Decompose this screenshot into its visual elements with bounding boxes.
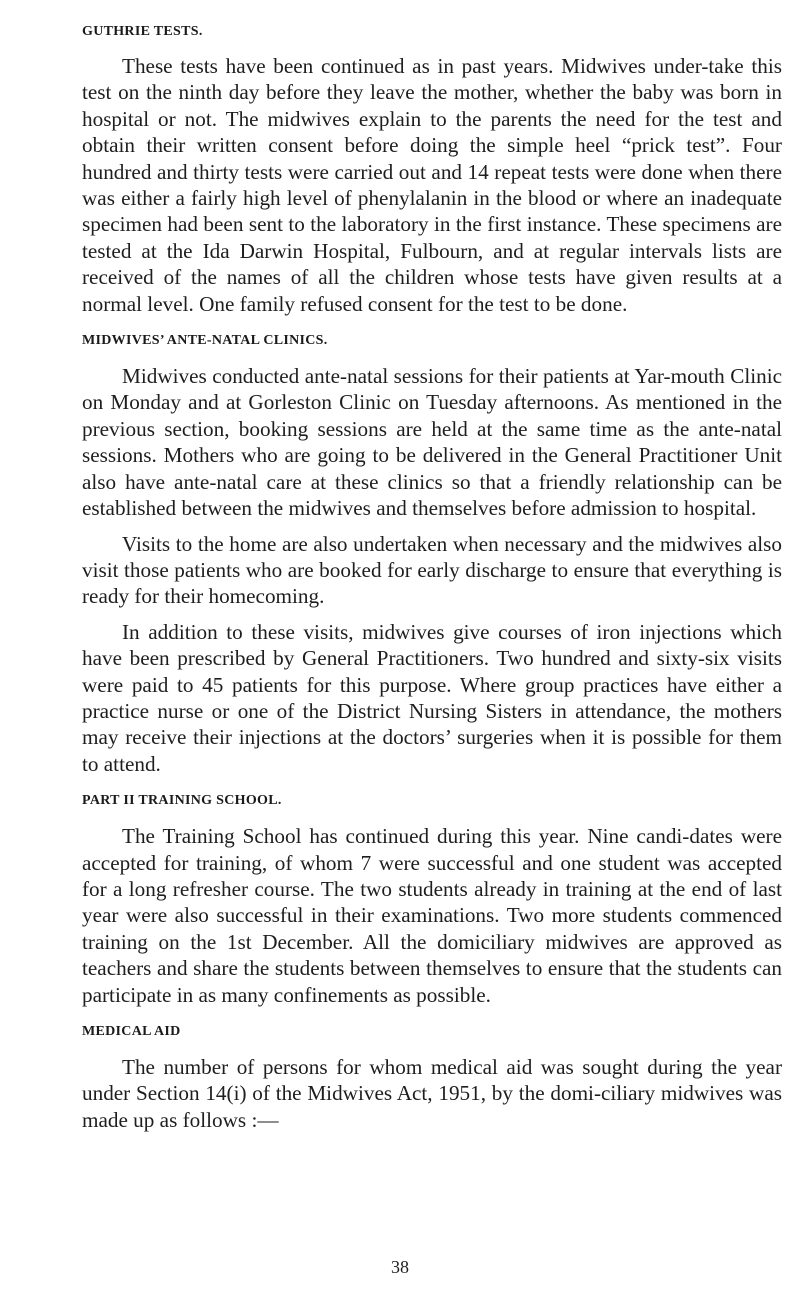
section-heading: PART II TRAINING SCHOOL. xyxy=(82,793,282,809)
paragraph: Midwives conducted ante-natal sessions for their patients at Yar-mouth Clinic on Monday and at Gorleston Clinic on Tuesday afternoons. As mentioned in the previous section, booking sessions are held at the same time as the ante-natal sessions. Mothers who are going to be delivered in the General Practitioner Unit also have ante-natal care at these clinics so that a friendly relationship can be established between the midwives and themselves before admission to hospital. xyxy=(82,364,782,521)
paragraph: In addition to these visits, midwives give courses of iron injections which have been prescribed by General Practitioners. Two hundred and sixty-six visits were paid to 45 patients for this purpose. Where group practices have either a practice nurse or one of the District Nursing Sisters in attendance, the mothers may receive their injections at the doctors’ surgeries when it is possible for them to attend. xyxy=(82,619,782,776)
section-guthrie-tests xyxy=(82,22,782,317)
section-heading: MIDWIVES’ ANTE-NATAL CLINICS. xyxy=(82,333,328,349)
document-page xyxy=(82,22,782,1133)
paragraph: The number of persons for whom medical aid was sought during the year under Section 14(i) of the Midwives Act, 1951, by the domi-ciliary midwives was made up as follows :— xyxy=(82,1055,782,1132)
section-heading: GUTHRIE TESTS. xyxy=(82,24,203,39)
paragraph: These tests have been continued as in past years. Midwives under-take this test on the ninth day before they leave the mother, whether the baby was born in hospital or not. The midwives explain to the parents the need for the test and obtain their written consent before doing the simple heel “prick test”. Four hundred and thirty tests were carried out and 14 repeat tests were done when there was either a fairly high level of phenylalanin in the blood or where an inadequate specimen had been sent to the laboratory in the first instance. These specimens are tested at the Ida Darwin Hospital, Fulbourn, and at regular intervals lists are received of the names of all the children whose tests have given results at a normal level. One family refused consent for the test to be done. xyxy=(82,54,782,316)
section-antenatal-clinics xyxy=(82,331,782,777)
page-number: 38 xyxy=(391,1257,409,1277)
paragraph: Visits to the home are also undertaken when necessary and the midwives also visit those patients who are booked for early discharge to ensure that everything is ready for their homecoming. xyxy=(82,531,782,609)
section-heading: MEDICAL AID xyxy=(82,1024,181,1039)
paragraph: The Training School has continued during this year. Nine candi-dates were accepted for training, of whom 7 were successful and one student was accepted for a long refresher course. The two students already in training at the end of last year were also successful in their examinations. Two more students commenced training on the 1st December. All the domiciliary midwives are approved as teachers and share the students between themselves to ensure that the students can participate in as many confinements as possible. xyxy=(82,824,782,1007)
section-training-school xyxy=(82,791,782,1008)
section-medical-aid xyxy=(82,1022,782,1133)
